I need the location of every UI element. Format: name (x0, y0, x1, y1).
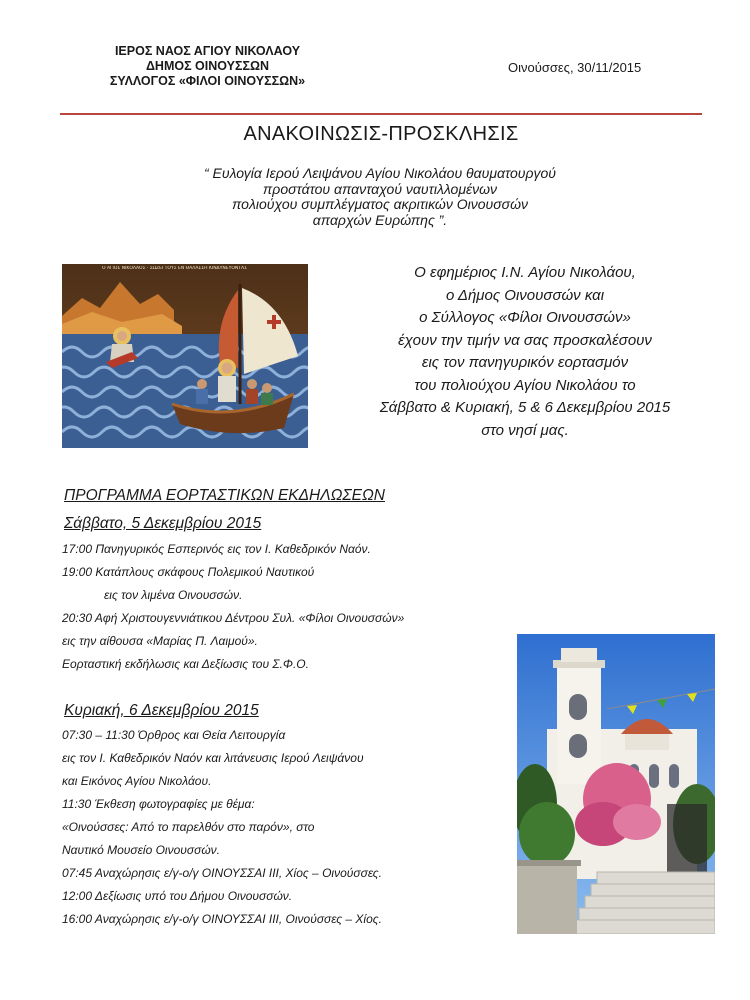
schedule-item: 07:30 – 11:30 Όρθρος και Θεία Λειτουργία (62, 728, 286, 742)
schedule-item: Εορταστική εκδήλωσις και Δεξίωσις του Σ.Φ.Ο. (62, 657, 309, 671)
saturday-schedule (62, 538, 404, 676)
blessing-line: πολιούχου συμπλέγματος ακριτικών Οινουσσών (232, 196, 528, 212)
organizations-block (95, 44, 320, 89)
blessing-line: απαρχών Ευρώπης ”. (312, 211, 448, 228)
org-church: ΙΕΡΟΣ ΝΑΟΣ ΑΓΙΟΥ ΝΙΚΟΛΑΟΥ (114, 44, 301, 58)
schedule-item: 12:00 Δεξίωσις υπό του Δήμου Οινουσσών. (62, 889, 293, 903)
invitation-text (330, 262, 720, 442)
church-photo (517, 634, 715, 934)
blessing-line: προστάτου απανταχού ναυτιλλομένων (262, 180, 498, 197)
schedule-item: 20:30 Αφή Χριστουγεννιάτικου Δέντρου Συλ. «Φίλοι Οινουσσών» (62, 611, 405, 625)
invitation-line: ο Σύλλογος «Φίλοι Οινουσσών» (419, 309, 631, 326)
schedule-item: εις τον Ι. Καθεδρικόν Ναόν και λιτάνευσις Ιερού Λειψάνου (62, 751, 364, 765)
sunday-heading: Κυριακή, 6 Δεκεμβρίου 2015 (64, 702, 259, 719)
program-heading: ΠΡΟΓΡΑΜΜΑ ΕΟΡΤΑΣΤΙΚΩΝ ΕΚΔΗΛΩΣΕΩΝ (64, 487, 385, 504)
place-date: Οινούσσες, 30/11/2015 (508, 60, 642, 75)
schedule-item: 17:00 Πανηγυρικός Εσπερινός εις τον Ι. Καθεδρικόν Ναόν. (62, 542, 371, 556)
schedule-item: 19:00 Κατάπλους σκάφους Πολεμικού Ναυτικού (62, 565, 315, 579)
org-association: ΣΥΛΛΟΓΟΣ «ΦΙΛΟΙ ΟΙΝΟΥΣΣΩΝ» (109, 74, 306, 88)
invitation-line: Σάββατο & Κυριακή, 5 & 6 Δεκεμβρίου 2015 (379, 399, 671, 416)
schedule-item: και Εικόνος Αγίου Νικολάου. (62, 774, 212, 788)
schedule-item: εις την αίθουσα «Μαρίας Π. Λαιμού». (62, 634, 258, 648)
saint-nicholas-icon-image (62, 264, 308, 448)
invitation-line: ο Δήμος Οινουσσών και (445, 286, 605, 304)
church-photo-art (517, 634, 715, 934)
schedule-item: 16:00 Αναχώρησις ε/γ-ο/γ ΟΙΝΟΥΣΣΑΙ ΙΙΙ, Οινούσσες – Χίος. (62, 912, 382, 926)
header-divider (60, 113, 702, 115)
org-municipality: ΔΗΜΟΣ ΟΙΝΟΥΣΣΩΝ (145, 59, 270, 73)
schedule-item: «Οινούσσες: Από το παρελθόν στο παρόν», στο (62, 820, 315, 834)
invitation-line: στο νησί μας. (481, 421, 569, 439)
saint-nicholas-icon-art (62, 264, 308, 448)
schedule-item: εις τον λιμένα Οινουσσών. (104, 588, 243, 602)
page-title: ΑΝΑΚΟΙΝΩΣΙΣ-ΠΡΟΣΚΛΗΣΙΣ (243, 123, 519, 145)
invitation-line: έχουν την τιμήν να σας προσκαλέσουν (398, 331, 652, 349)
invitation-line: εις τον πανηγυρικόν εορτασμόν (421, 354, 629, 371)
invitation-line: Ο εφημέριος Ι.Ν. Αγίου Νικολάου, (414, 264, 636, 281)
schedule-item: 07:45 Αναχώρησις ε/γ-ο/γ ΟΙΝΟΥΣΣΑΙ ΙΙΙ, Χίος – Οινούσσες. (62, 866, 382, 880)
sunday-schedule (62, 724, 382, 931)
blessing-line: “ Ευλογία Ιερού Λειψάνου Αγίου Νικολάου θαυματουργού (203, 165, 556, 181)
schedule-item: Ναυτικό Μουσείο Οινουσσών. (62, 843, 220, 857)
blessing-text (150, 166, 610, 228)
invitation-line: του πολιούχου Αγίου Νικολάου το (414, 376, 636, 394)
schedule-item: 11:30 Έκθεση φωτογραφίες με θέμα: (62, 797, 255, 811)
icon-inscription: Ο ΑΓΙΟΣ ΝΙΚΟΛΑΟΣ · ΣΩΖΕΙ ΤΟΥΣ ΕΝ ΘΑΛΑΣΣΗ ΚΙΝΔΥΝΕΥΟΝΤΑΣ (102, 266, 247, 271)
saturday-heading: Σάββατο, 5 Δεκεμβρίου 2015 (64, 515, 262, 532)
